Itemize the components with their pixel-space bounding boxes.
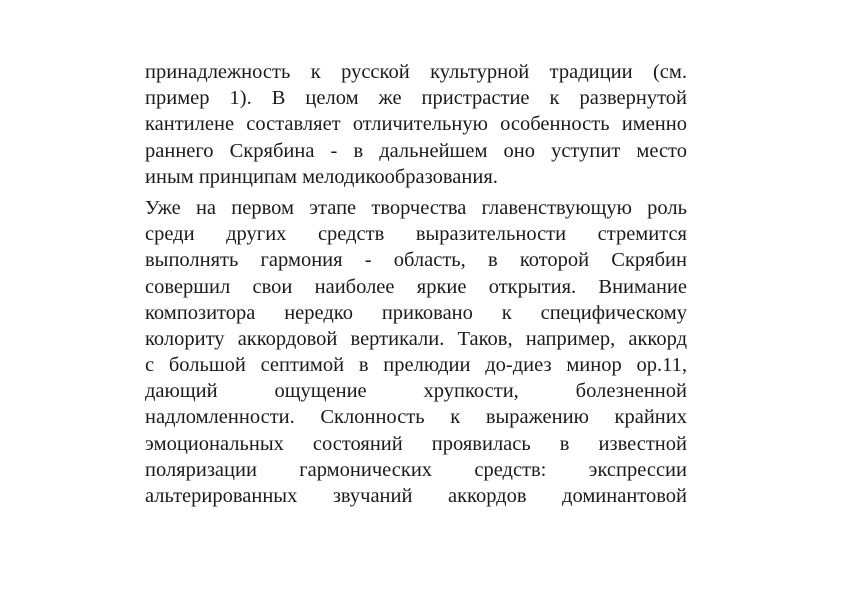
text-line: принадлежность к русской культурной традиции (см. bbox=[145, 61, 687, 83]
text-line: эмоциональных состояний проявилась в известной bbox=[145, 432, 687, 455]
text-line: композитора нередко приковано к специфическому bbox=[145, 301, 687, 324]
text-line: дающий ощущение хрупкости, болезненной bbox=[145, 380, 687, 403]
text-line: иным принципам мелодикообразования. bbox=[145, 165, 498, 188]
paragraph-1 bbox=[145, 59, 687, 190]
text-line: колориту аккордовой вертикали. Таков, например, аккорд bbox=[145, 327, 687, 350]
text-line: альтерированных звучаний аккордов доминантовой bbox=[145, 485, 687, 507]
text-line: выполнять гармония - область, в которой Скрябин bbox=[145, 249, 687, 272]
text-line: Уже на первом этапе творчества главенствующую роль bbox=[145, 196, 687, 219]
text-line: совершил свои наиболее яркие открытия. Внимание bbox=[145, 275, 687, 298]
paragraph-2 bbox=[145, 195, 687, 509]
text-line: кантилене составляет отличительную особенность именно bbox=[145, 113, 687, 136]
text-line: поляризации гармонических средств: экспрессии bbox=[145, 458, 687, 481]
body-text bbox=[145, 59, 687, 509]
text-line: надломленности. Склонность к выражению крайних bbox=[145, 406, 687, 429]
text-line: раннего Скрябина - в дальнейшем оно уступит место bbox=[145, 139, 687, 162]
text-line: среди других средств выразительности стремится bbox=[145, 223, 687, 246]
text-line: пример 1). В целом же пристрастие к развернутой bbox=[145, 87, 687, 110]
text-line: с большой септимой в прелюдии до-диез минор ор.11, bbox=[145, 354, 687, 377]
